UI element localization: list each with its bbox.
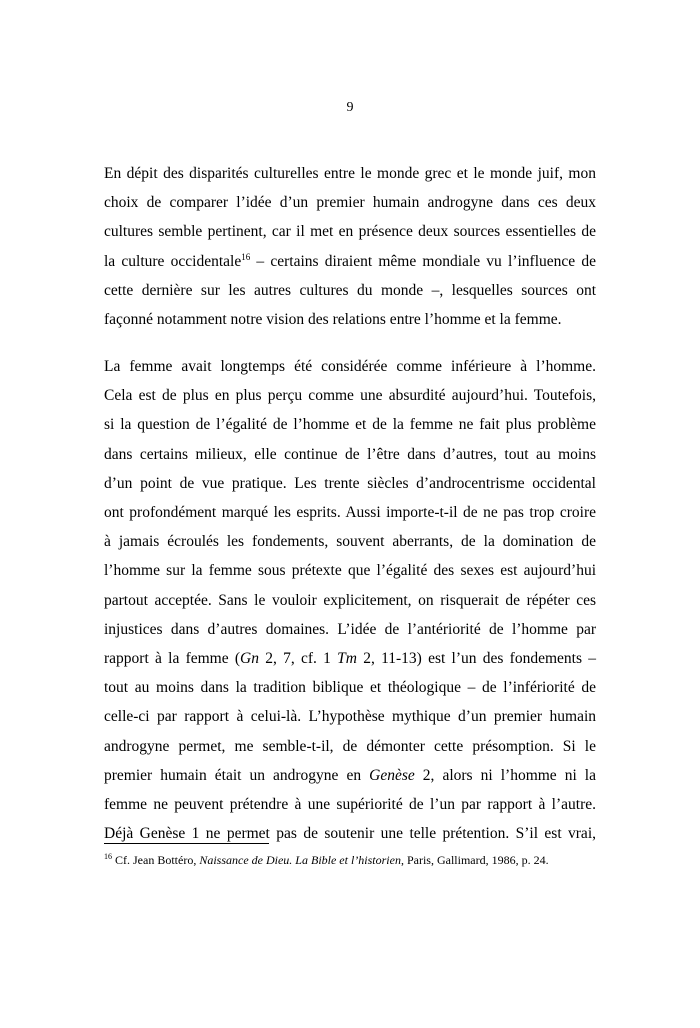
footnote-book-title: Naissance de Dieu. La Bible et l’historien [199, 853, 401, 867]
text-line: celle-ci par rapport à celui-là. L’hypothèse mythique d’un premier humain [104, 708, 596, 726]
book-abbreviation: Tm [337, 650, 357, 668]
text-line: femme ne peuvent prétendre à une supériorité de l’un par rapport à l’autre. [104, 796, 596, 814]
text-line: La femme avait longtemps été considérée comme inférieure à l’homme. [104, 358, 596, 375]
text-line: androgyne permet, me semble-t-il, de démonter cette présomption. Si le [104, 737, 596, 755]
text-line: Cela est de plus en plus perçu comme une absurdité aujourd’hui. Toutefois, [104, 387, 596, 405]
text-line: tout au moins dans la tradition biblique et théologique – de l’infériorité de [104, 679, 596, 697]
book-abbreviation: Gn [240, 650, 259, 668]
text-segment: rapport à la femme ( [104, 650, 241, 668]
text-line: si la question de l’égalité de l’homme et de la femme ne fait plus problème [104, 416, 596, 434]
text-line [104, 761, 596, 790]
text-line [104, 247, 596, 276]
page-number: 9 [346, 100, 354, 115]
text-line: Déjà Genèse 1 ne permet pas de soutenir une telle prétention. S’il est vrai, [104, 825, 596, 843]
text-line: En dépit des disparités culturelles entre le monde grec et le monde juif, mon [104, 165, 596, 182]
footnote-separator [104, 843, 269, 844]
text-line: l’homme sur la femme sous prétexte que l’égalité des sexes est aujourd’hui [104, 562, 596, 580]
text-line: cette dernière sur les autres cultures du monde –, lesquelles sources ont [104, 281, 596, 299]
text-line: injustices dans d’autres domaines. L’idée de l’antériorité de l’homme par [104, 620, 596, 638]
text-line: cultures semble pertinent, car il met en présence deux sources essentielles de [104, 223, 596, 241]
text-segment: la culture occidentale [104, 252, 242, 270]
footnote-reference[interactable]: 16 [241, 251, 251, 262]
text-line: d’un point de vue pratique. Les trente siècles d’androcentrisme occidental [104, 474, 596, 492]
text-segment: 2, alors ni l’homme ni la [414, 766, 596, 784]
text-segment: premier humain était un androgyne en [104, 766, 370, 784]
footnote-text: Cf. Jean Bottéro, [112, 853, 200, 867]
footnote-text: , Paris, Gallimard, 1986, p. 24. [400, 853, 549, 867]
text-line: ont profondément marqué les esprits. Aussi importe-t-il de ne pas trop croire [104, 504, 596, 522]
text-line: façonné notamment notre vision des relations entre l’homme et la femme. [104, 311, 562, 329]
paragraph-2 [104, 352, 596, 848]
book-title: Genèse [369, 766, 415, 784]
text-line: à jamais écroulés les fondements, souvent aberrants, de la domination de [104, 533, 596, 551]
text-line [104, 644, 596, 673]
text-segment: 2, 7, cf. 1 [258, 650, 338, 668]
footnote [104, 852, 624, 868]
text-line: partout acceptée. Sans le vouloir explicitement, on risquerait de répéter ces [104, 591, 596, 609]
paragraph-1 [104, 159, 596, 334]
text-line: dans certains milieux, elle continue de l’être dans d’autres, tout au moins [104, 445, 596, 463]
text-segment: – certains diraient même mondiale vu l’influence de [250, 252, 596, 270]
text-segment: 2, 11-13) est l’un des fondements – [356, 650, 596, 668]
text-line: choix de comparer l’idée d’un premier humain androgyne dans ces deux [104, 194, 596, 212]
footnote-marker: 16 [104, 852, 112, 861]
